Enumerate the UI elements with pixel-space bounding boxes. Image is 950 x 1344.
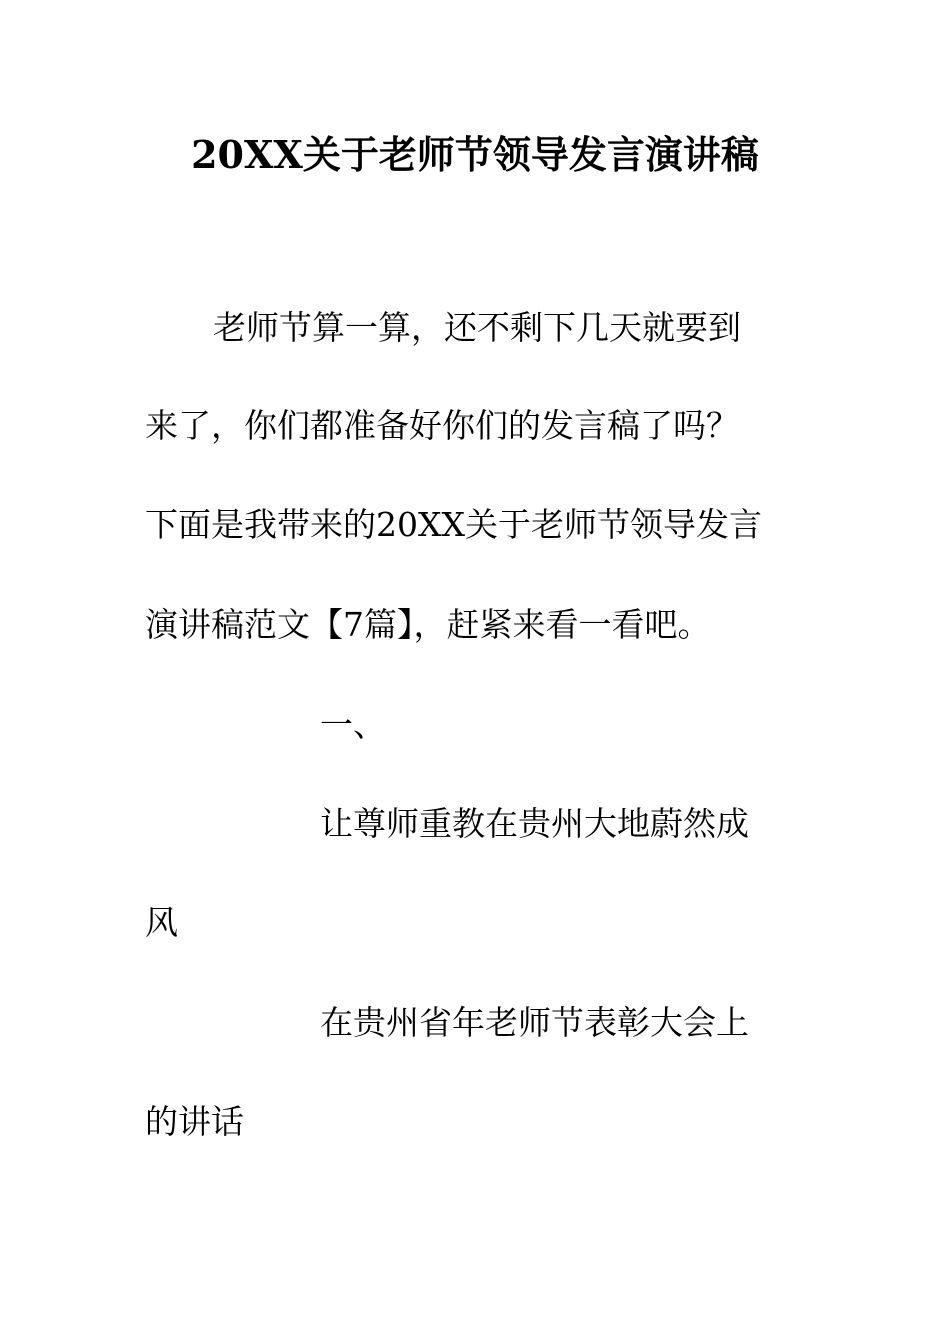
document-title: 20XX关于老师节领导发言演讲稿 <box>191 132 759 177</box>
heading-line-1: 让尊师重教在贵州大地蔚然成 <box>320 804 749 843</box>
subheading-line-2: 的讲话 <box>145 1102 244 1141</box>
intro-line-4: 演讲稿范文【7篇】，赶紧来看一看吧。 <box>145 605 711 644</box>
section-marker: 一、 <box>320 705 386 744</box>
intro-line-3: 下面是我带来的20XX关于老师节领导发言 <box>145 505 762 544</box>
intro-line-1: 老师节算一算，还不剩下几天就要到 <box>213 308 741 347</box>
intro-line-2: 来了，你们都准备好你们的发言稿了吗？ <box>145 406 739 445</box>
subheading-line-1: 在贵州省年老师节表彰大会上 <box>320 1003 749 1042</box>
heading-line-2: 风 <box>145 903 178 942</box>
